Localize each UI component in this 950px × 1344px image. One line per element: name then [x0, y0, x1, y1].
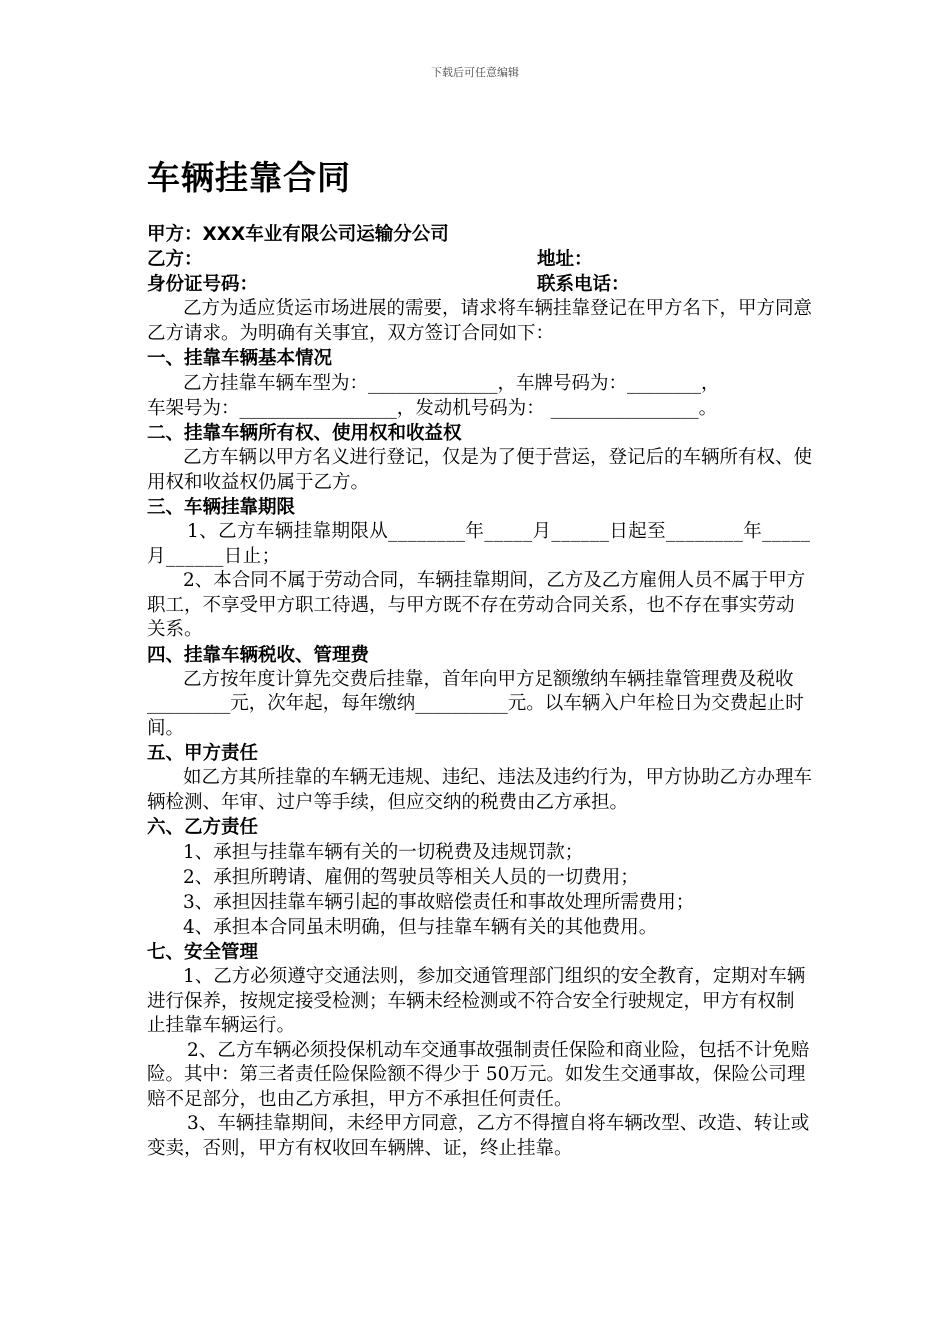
section-6-title: 六、乙方责任	[147, 817, 259, 838]
section-6-item: 1、承担与挂靠车辆有关的一切税费及违规罚款；	[183, 842, 584, 863]
section-4-body: 乙方按年度计算先交费后挂靠，首年向甲方足额缴纳车辆挂靠管理费及税收_________元，次年起，每年缴纳__________元。以车辆入户年检日为交费起止时间。	[147, 668, 804, 739]
section-1-line-1: 乙方挂靠车辆车型为：______________，车牌号码为：________，	[183, 373, 720, 394]
section-7-title: 七、安全管理	[147, 942, 259, 963]
party-b-label: 乙方：	[147, 249, 203, 270]
address-label: 地址：	[537, 249, 593, 270]
document-title: 车辆挂靠合同	[147, 158, 351, 197]
section-2-body: 乙方车辆以甲方名义进行登记，仅是为了便于营运，登记后的车辆所有权、使用权和收益权仍属于乙方。	[147, 447, 813, 493]
section-3-clause-1: 1、乙方车辆挂靠期限从________年_____月______日起至________年_____月______日止；	[147, 521, 811, 567]
intro-paragraph: 乙方为适应货运市场进展的需要，请求将车辆挂靠登记在甲方名下，甲方同意乙方请求。为明确有关事宜，双方签订合同如下：	[147, 298, 813, 344]
party-b-row	[147, 247, 812, 272]
id-row	[147, 272, 812, 297]
section-6-item: 4、承担本合同虽未明确，但与挂靠车辆有关的其他费用。	[183, 917, 658, 938]
id-number-label: 身份证号码：	[147, 274, 259, 295]
section-2-title: 二、挂靠车辆所有权、使用权和收益权	[147, 423, 462, 444]
section-1-title: 一、挂靠车辆基本情况	[147, 348, 333, 369]
contract-body	[147, 222, 812, 1161]
section-7-clause-2: 2、乙方车辆必须投保机动车交通事故强制责任保险和商业险，包括不计免赔险。其中：第三者责任险保险额不得少于 50万元。如发生交通事故，保险公司理赔不足部分，也由乙方承担，甲方不承担任何责任。	[147, 1039, 810, 1110]
phone-label: 联系电话：	[537, 274, 630, 295]
section-5-body: 如乙方其所挂靠的车辆无违规、违纪、违法及违约行为，甲方协助乙方办理车辆检测、年审、过户等手续，但应交纳的税费由乙方承担。	[147, 767, 813, 813]
party-a: 甲方：XXX车业有限公司运输分公司	[147, 224, 449, 245]
section-3-title: 三、车辆挂靠期限	[147, 497, 296, 518]
header-note: 下载后可任意编辑	[431, 66, 519, 79]
section-6-item: 2、承担所聘请、雇佣的驾驶员等相关人员的一切费用；	[183, 867, 639, 888]
section-7-clause-1: 1、乙方必须遵守交通法则，参加交通管理部门组织的安全教育，定期对车辆进行保养，按规定接受检测；车辆未经检测或不符合安全行驶规定，甲方有权制止挂靠车辆运行。	[147, 966, 806, 1036]
section-6-item: 3、承担因挂靠车辆引起的事故赔偿责任和事故处理所需费用；	[183, 892, 695, 913]
section-5-title: 五、甲方责任	[147, 743, 259, 764]
section-3-clause-2: 2、本合同不属于劳动合同，车辆挂靠期间，乙方及乙方雇佣人员不属于甲方职工，不享受甲方职工待遇，与甲方既不存在劳动合同关系，也不存在事实劳动关系。	[147, 570, 806, 640]
section-7-clause-3: 3、车辆挂靠期间，未经甲方同意，乙方不得擅自将车辆改型、改造、转让或变卖，否则，甲方有权收回车辆牌、证，终止挂靠。	[147, 1113, 810, 1159]
section-1-line-2: 车架号为：_________________，发动机号码为： ________________。	[147, 398, 718, 419]
section-4-title: 四、挂靠车辆税收、管理费	[147, 644, 370, 666]
